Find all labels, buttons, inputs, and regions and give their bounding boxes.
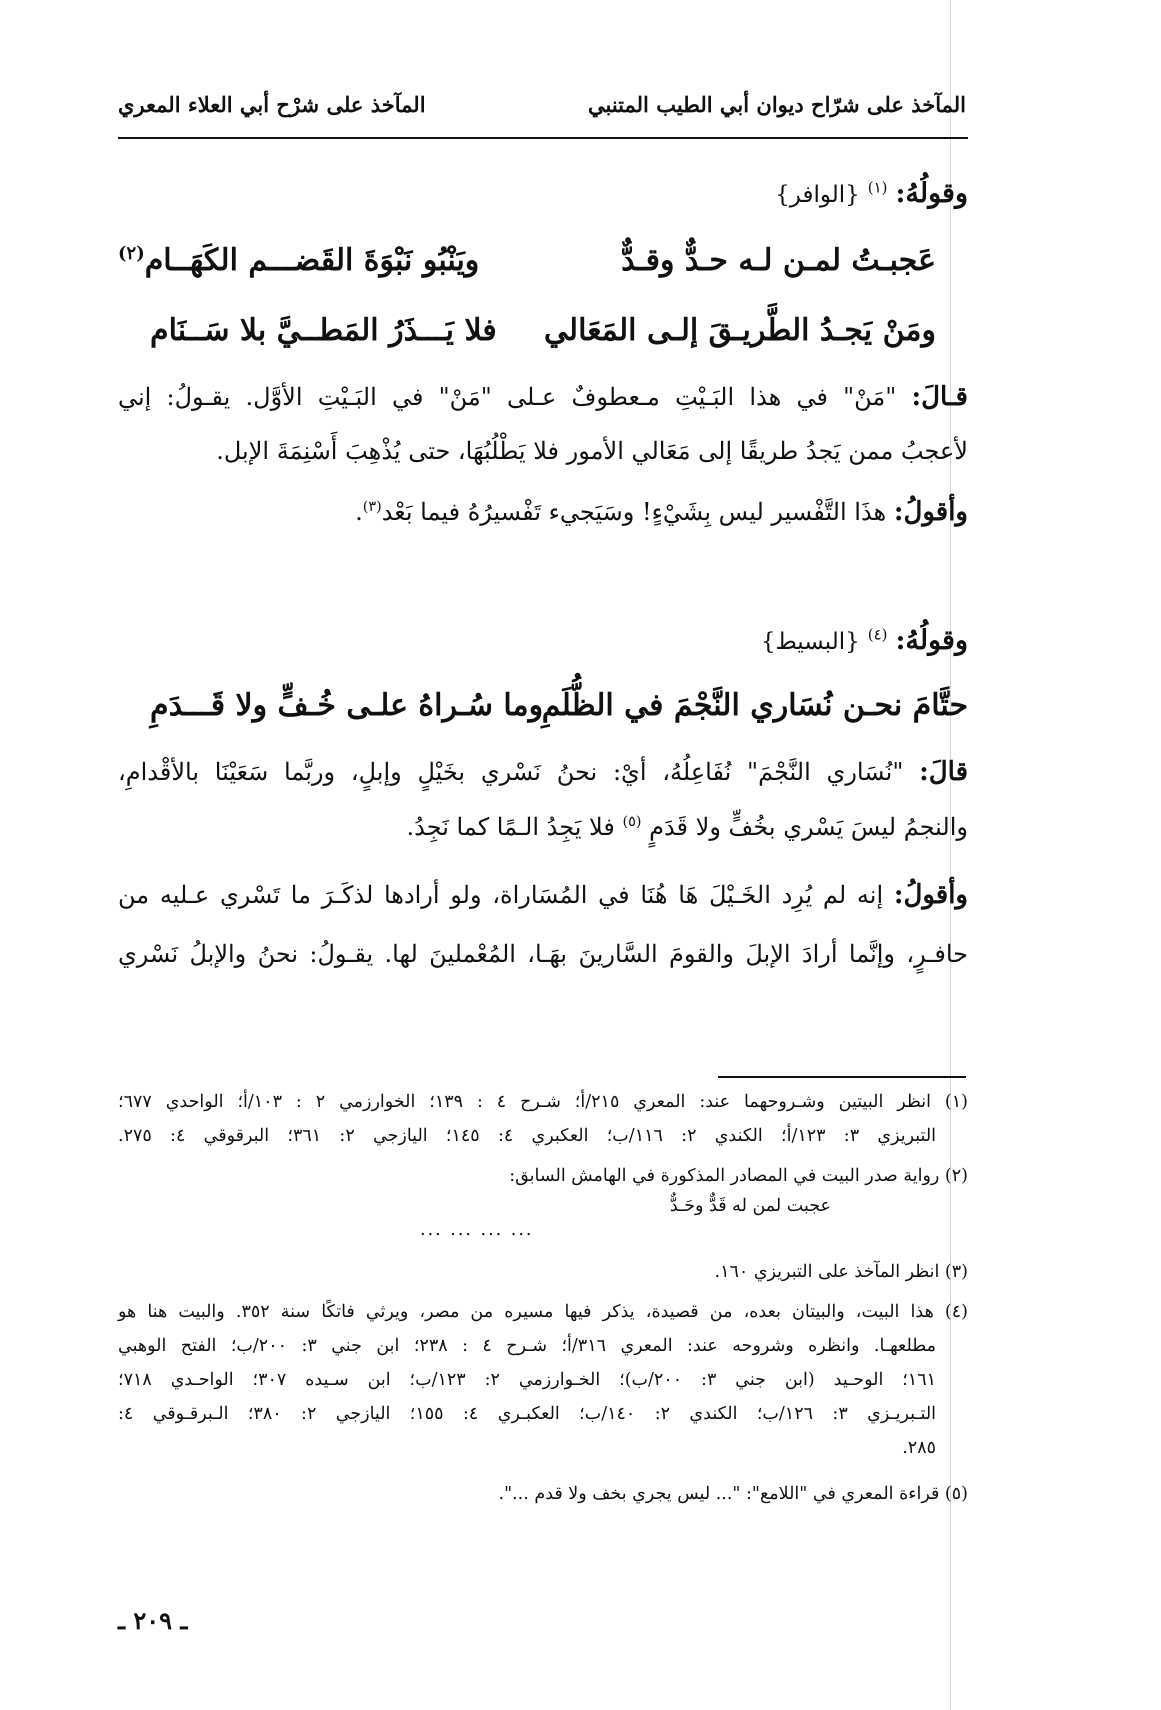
intro-label: وقولُهُ: [895,625,968,656]
scan-fold-line [950,0,951,1710]
footnote-ref: (٣) [362,499,382,515]
response-text: هذَا التَّفْسير ليس بِشَيْءٍ! وسَيَجيء تَفْسيرُهُ فيما بَعْد [381,498,887,526]
footnote-ref: (٢) [118,243,145,264]
footnote-2-line: (٢) رواية صدر البيت في المصادر المذكورة في الهامش السابق: [509,1166,968,1186]
footnote-ref: (٥) [622,814,642,830]
footnote-5-line: (٥) قراءة المعري في "اللامع": "... ليس يجري بخف ولا قدم ...". [498,1484,968,1504]
commentary-line [407,813,968,841]
commentary-text: والنجمُ ليسَ يَسْري بخُفٍّ ولا قَدَمٍ [649,813,968,841]
aqul-label: وأقولُ: [893,497,968,527]
footnote-2-ellipsis: ... ... ... ... [420,1220,534,1240]
meter-name: {البسيط} [760,629,860,655]
response-text: إنه لم يُرِد الخَـيْلَ هَا هُنَا في المُسَاراة، ولو أرادها لذكَـرَ ما تَسْري عـليه من [118,881,884,909]
footnote-4-line: ١٦١؛ الوحـيد (ابن جني ٣: ٢٠٠/ب)؛ الخـوارزمي ٢: ١٢٣/ب؛ ابن سـيده ٣٠٧؛ الواحـدي ٧١٨؛ [118,1370,936,1390]
response-line: حافـرٍ، وإنَّما أرادَ الإبلَ والقومَ السَّارينَ بهَـا، المُعْملينَ لها. يقـولُ: نحنُ والإبلُ نَسْري [118,940,968,968]
footnote-ref: (١) [867,178,888,197]
footnote-4-line: (٤) هذا البيت، والبيتان بعده، من قصيدة، يذكر فيها مسيره من مصر، ويرثي فاتكًا سنة ٣٥٢. والبيت هنا هو [118,1302,968,1322]
verse2-second-hemistich: فلا يَـــذَرُ المَطــيَّ بلا سَــنَام [150,313,497,348]
verse1-second-hemistich [118,243,479,278]
verse3-first-hemistich: حتَّامَ نحـن نُسَاري النَّجْمَ في الظُّلَمِ [541,688,968,723]
footnote-4-line: التـبريـزي ٣: ١٢٦/ب؛ الكندي ٢: ١٤٠/ب؛ العكبـري ٤: ١٥٥؛ اليازجي ٢: ٣٨٠؛ الـبرقـوقي ٤: [118,1404,937,1424]
verse3-second-hemistich: وما سُـراهُ علـى خُـفٍّ ولا قَـــدَمِ [150,688,544,723]
footnote-2-verse: عجبت لمن له قَدٌّ وحَـدٌّ [669,1196,831,1216]
page-number: ـ ٢٠٩ ـ [118,1606,188,1635]
header-section-title: المآخذ على شرْح أبي العلاء المعري [118,92,426,117]
commentary-text: فلا يَجِدُ الـمًا كما نَجِدُ. [406,813,615,841]
verse1-first-hemistich: عَجبـتُ لمـن لـه حـدٌّ وقـدٌّ [621,243,936,278]
verse2-first-hemistich: ومَنْ يَجـدُ الطَّريـقَ إلـى المَعَالي [543,313,936,348]
footnote-1-line: (١) انظر البيتين وشـروحهما عند: المعري ٢١٥/أ؛ شـرح ٤ : ١٣٩؛ الخوارزمي ٢ : ١٠٣/أ؛ الواحدي ٦٧٧؛ [118,1092,968,1112]
commentary-text: "نُسَاري النَّجْمَ" نُفَاعِلُهُ، أيْ: نحنُ نَسْري بخَيْلٍ وإبلٍ، وربَّما سَعَيْنَا بالأقْدامِ، [118,758,904,786]
commentary-line: لأعجبُ ممن يَجدُ طريقًا إلى مَعَالي الأمور فلا يَطْلُبُهَا، حتى يُذْهِبَ أَسْنِمَةَ الإبل. [216,437,968,465]
commentary-line [118,757,968,787]
header-rule [118,137,968,139]
section1-intro [775,178,968,209]
header-book-title: المآخذ على شرّاح ديوان أبي الطيب المتنبي [588,92,966,117]
footnote-1-line: التبريزي ٣: ١٢٣/أ؛ الكندي ٢: ١١٦/ب؛ العكبري ٤: ١٤٥؛ اليازجي ٢: ٣٦١؛ البرقوقي ٤: ٢٧٥. [118,1126,937,1146]
footnote-4-line: ٢٨٥. [902,1438,936,1458]
footnote-rule [718,1076,966,1078]
commentary-line [118,382,968,412]
section2-intro [761,625,968,656]
footnote-ref: (٤) [867,625,888,644]
qala-label: قـالَ: [911,382,968,412]
intro-label: وقولُهُ: [895,178,968,209]
commentary-text: "مَنْ" في هذا البَـيْتِ مـعطوفٌ عـلى "مَنْ" في البَـيْتِ الأوَّل. يقـولُ: إني [118,383,897,411]
verse-text: ويَنْبُو نَبْوَةَ القَضـــم الكَهَــام [144,243,480,278]
qala-label: قالَ: [919,757,968,787]
meter-name: {الوافر} [775,182,860,208]
running-header [118,92,966,132]
response-line: وأقولُ: هذَا التَّفْسير ليس بِشَيْءٍ! وسَيَجيء تَفْسيرُهُ فيما بَعْد$^{(٣)}$. [355,497,968,527]
aqul-label: وأقولُ: [893,880,968,910]
footnote-4-line: مطلعهـا. وانظره وشروحه عند: المعري ٣١٦/أ؛ شـرح ٤ : ٢٣٨؛ ابن جني ٣: ٢٠٠/ب؛ الفتح الوهبي [118,1336,936,1356]
response-line [118,880,968,910]
footnote-3-line: (٣) انظر المآخذ على التبريزي ١٦٠. [714,1262,968,1282]
